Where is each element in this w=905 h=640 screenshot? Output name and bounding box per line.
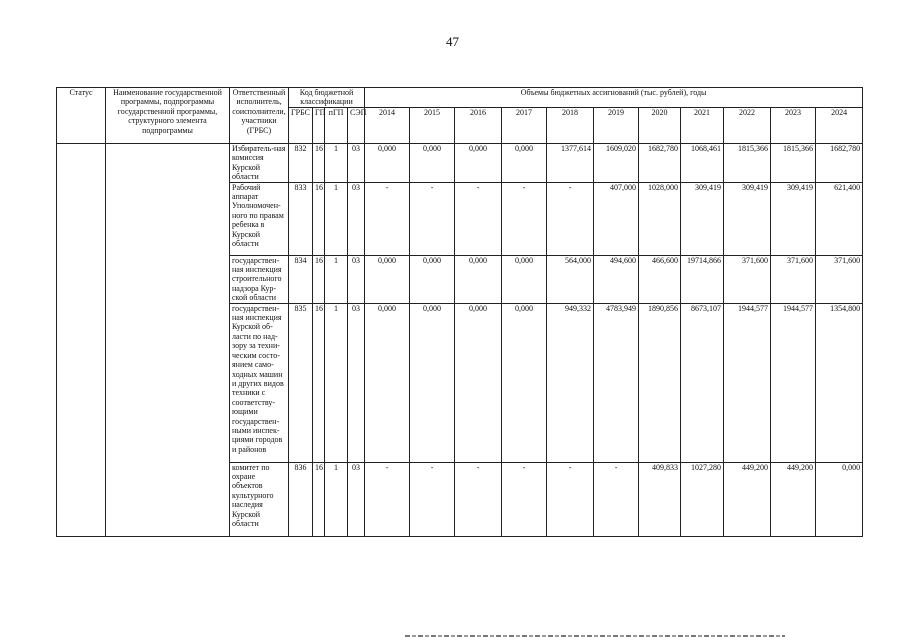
- gp-cell: 16: [313, 144, 325, 183]
- value-cell: 621,400: [816, 182, 863, 255]
- header-grbs: ГРБС: [289, 108, 313, 144]
- header-executor: Ответственный исполнитель, соисполнители, участники (ГРБС): [230, 88, 289, 144]
- value-cell: 309,419: [771, 182, 816, 255]
- value-cell: 1815,366: [771, 144, 816, 183]
- value-cell: 0,000: [455, 144, 502, 183]
- header-year-2019: 2019: [594, 108, 639, 144]
- header-year-2020: 2020: [639, 108, 681, 144]
- header-year-2021: 2021: [681, 108, 724, 144]
- value-cell: -: [410, 462, 455, 536]
- value-cell: 0,000: [455, 303, 502, 462]
- value-cell: 0,000: [502, 255, 547, 303]
- value-cell: 1068,461: [681, 144, 724, 183]
- table-row: [57, 144, 863, 183]
- value-cell: 1377,614: [547, 144, 594, 183]
- value-cell: -: [502, 182, 547, 255]
- value-cell: 1028,000: [639, 182, 681, 255]
- value-cell: -: [455, 182, 502, 255]
- header-row-top: [57, 88, 863, 108]
- value-cell: 494,600: [594, 255, 639, 303]
- budget-table: [56, 87, 863, 537]
- gp-cell: 16: [313, 255, 325, 303]
- value-cell: -: [410, 182, 455, 255]
- value-cell: 449,200: [771, 462, 816, 536]
- value-cell: -: [547, 182, 594, 255]
- header-pgp: пГП: [325, 108, 348, 144]
- executor-cell: Избиратель-ная комиссия Курской области: [230, 144, 289, 183]
- value-cell: 1944,577: [724, 303, 771, 462]
- executor-cell: государствен-ная инспекция Курской об-ласти по над-зору за техни-ческим состо-янием само-ходных машин и других видов техники с соответству-ющими государствен-ными инспек-циями городов и районов: [230, 303, 289, 462]
- value-cell: 371,600: [816, 255, 863, 303]
- grbs-cell: 835: [289, 303, 313, 462]
- value-cell: -: [365, 462, 410, 536]
- value-cell: 0,000: [455, 255, 502, 303]
- program-name-cell: [106, 144, 230, 537]
- value-cell: -: [502, 462, 547, 536]
- header-year-2017: 2017: [502, 108, 547, 144]
- executor-cell: государствен-ная инспекция строительного надзора Кур-ской области: [230, 255, 289, 303]
- gp-cell: 16: [313, 462, 325, 536]
- header-year-2014: 2014: [365, 108, 410, 144]
- value-cell: 466,600: [639, 255, 681, 303]
- value-cell: 0,000: [365, 303, 410, 462]
- pgp-cell: 1: [325, 255, 348, 303]
- pgp-cell: 1: [325, 182, 348, 255]
- sep-cell: 03: [348, 255, 365, 303]
- value-cell: 1944,577: [771, 303, 816, 462]
- header-gp: ГП: [313, 108, 325, 144]
- value-cell: 409,833: [639, 462, 681, 536]
- pgp-cell: 1: [325, 303, 348, 462]
- value-cell: 0,000: [410, 303, 455, 462]
- header-year-2023: 2023: [771, 108, 816, 144]
- header-budget-code: Код бюджетной классификации: [289, 88, 365, 108]
- value-cell: 1354,800: [816, 303, 863, 462]
- value-cell: 449,200: [724, 462, 771, 536]
- header-program-name: Наименование государственной программы, подпрограммы государственной программы, структурного элемента подпрограммы: [106, 88, 230, 144]
- value-cell: 0,000: [502, 144, 547, 183]
- pgp-cell: 1: [325, 144, 348, 183]
- value-cell: 309,419: [681, 182, 724, 255]
- sep-cell: 03: [348, 182, 365, 255]
- value-cell: 0,000: [502, 303, 547, 462]
- status-cell: [57, 144, 106, 537]
- value-cell: 1027,280: [681, 462, 724, 536]
- gp-cell: 16: [313, 182, 325, 255]
- grbs-cell: 833: [289, 182, 313, 255]
- header-sep: СЭП: [348, 108, 365, 144]
- value-cell: 371,600: [771, 255, 816, 303]
- value-cell: -: [365, 182, 410, 255]
- header-status: Статус: [57, 88, 106, 144]
- value-cell: 0,000: [365, 144, 410, 183]
- executor-cell: комитет по охране объектов культурного наследия Курской области: [230, 462, 289, 536]
- value-cell: 309,419: [724, 182, 771, 255]
- grbs-cell: 836: [289, 462, 313, 536]
- page-number: 47: [446, 34, 459, 49]
- value-cell: -: [547, 462, 594, 536]
- value-cell: 1682,780: [816, 144, 863, 183]
- value-cell: 1890,856: [639, 303, 681, 462]
- value-cell: 407,000: [594, 182, 639, 255]
- value-cell: 371,600: [724, 255, 771, 303]
- sep-cell: 03: [348, 462, 365, 536]
- pgp-cell: 1: [325, 462, 348, 536]
- header-year-2016: 2016: [455, 108, 502, 144]
- header-year-2018: 2018: [547, 108, 594, 144]
- sep-cell: 03: [348, 303, 365, 462]
- value-cell: 8673,107: [681, 303, 724, 462]
- grbs-cell: 832: [289, 144, 313, 183]
- header-year-2022: 2022: [724, 108, 771, 144]
- value-cell: -: [455, 462, 502, 536]
- value-cell: 19714,866: [681, 255, 724, 303]
- value-cell: 564,000: [547, 255, 594, 303]
- header-year-2024: 2024: [816, 108, 863, 144]
- gp-cell: 16: [313, 303, 325, 462]
- executor-cell: Рабочий аппарат Уполномочен-ного по правам ребенка в Курской области: [230, 182, 289, 255]
- value-cell: 949,332: [547, 303, 594, 462]
- value-cell: 0,000: [365, 255, 410, 303]
- header-year-2015: 2015: [410, 108, 455, 144]
- value-cell: 0,000: [410, 255, 455, 303]
- value-cell: 1609,020: [594, 144, 639, 183]
- value-cell: 0,000: [816, 462, 863, 536]
- grbs-cell: 834: [289, 255, 313, 303]
- header-amounts: Объемы бюджетных ассигнований (тыс. рублей), годы: [365, 88, 863, 108]
- sep-cell: 03: [348, 144, 365, 183]
- value-cell: 4783,949: [594, 303, 639, 462]
- value-cell: 1682,780: [639, 144, 681, 183]
- value-cell: 0,000: [410, 144, 455, 183]
- value-cell: 1815,366: [724, 144, 771, 183]
- value-cell: -: [594, 462, 639, 536]
- scan-artifact-line: [405, 635, 785, 637]
